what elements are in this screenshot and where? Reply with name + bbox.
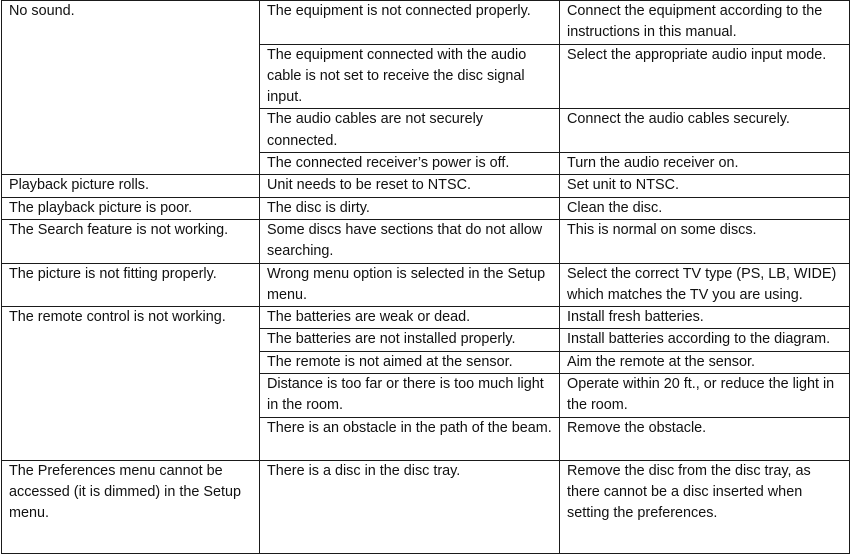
table-row [2,197,850,219]
cause-cell: Wrong menu option is selected in the Setup menu. [260,263,560,307]
table-row [2,1,850,45]
solution-cell: Aim the remote at the sensor. [560,351,850,373]
solution-cell: Install batteries according to the diagram. [560,329,850,351]
problem-cell: The Search feature is not working. [2,219,260,263]
cause-cell: Some discs have sections that do not allow searching. [260,219,560,263]
table-row [2,219,850,263]
problem-cell: The Preferences menu cannot be accessed (it is dimmed) in the Setup menu. [2,460,260,553]
troubleshooting-table [1,0,850,554]
cause-cell: The batteries are not installed properly. [260,329,560,351]
problem-cell: The remote control is not working. [2,307,260,460]
cause-cell: There is an obstacle in the path of the beam. [260,417,560,460]
solution-cell: Select the correct TV type (PS, LB, WIDE) which matches the TV you are using. [560,263,850,307]
solution-cell: Clean the disc. [560,197,850,219]
cause-cell: The audio cables are not securely connected. [260,109,560,153]
solution-cell: Connect the equipment according to the instructions in this manual. [560,1,850,45]
solution-cell: Remove the obstacle. [560,417,850,460]
table-row [2,175,850,197]
cause-cell: The batteries are weak or dead. [260,307,560,329]
solution-cell: Connect the audio cables securely. [560,109,850,153]
solution-cell: Select the appropriate audio input mode. [560,44,850,109]
solution-cell: Set unit to NTSC. [560,175,850,197]
problem-cell: The playback picture is poor. [2,197,260,219]
solution-cell: Turn the audio receiver on. [560,153,850,175]
problem-cell: Playback picture rolls. [2,175,260,197]
table-row [2,460,850,553]
cause-cell: Distance is too far or there is too much light in the room. [260,374,560,418]
table-row [2,263,850,307]
cause-cell: The equipment is not connected properly. [260,1,560,45]
cause-cell: The disc is dirty. [260,197,560,219]
problem-cell: No sound. [2,1,260,175]
cause-cell: Unit needs to be reset to NTSC. [260,175,560,197]
solution-cell: Install fresh batteries. [560,307,850,329]
problem-cell: The picture is not fitting properly. [2,263,260,307]
cause-cell: The remote is not aimed at the sensor. [260,351,560,373]
cause-cell: The equipment connected with the audio cable is not set to receive the disc signal input. [260,44,560,109]
table-row [2,307,850,329]
cause-cell: There is a disc in the disc tray. [260,460,560,553]
solution-cell: Operate within 20 ft., or reduce the light in the room. [560,374,850,418]
cause-cell: The connected receiver’s power is off. [260,153,560,175]
solution-cell: Remove the disc from the disc tray, as there cannot be a disc inserted when setting the preferences. [560,460,850,553]
solution-cell: This is normal on some discs. [560,219,850,263]
